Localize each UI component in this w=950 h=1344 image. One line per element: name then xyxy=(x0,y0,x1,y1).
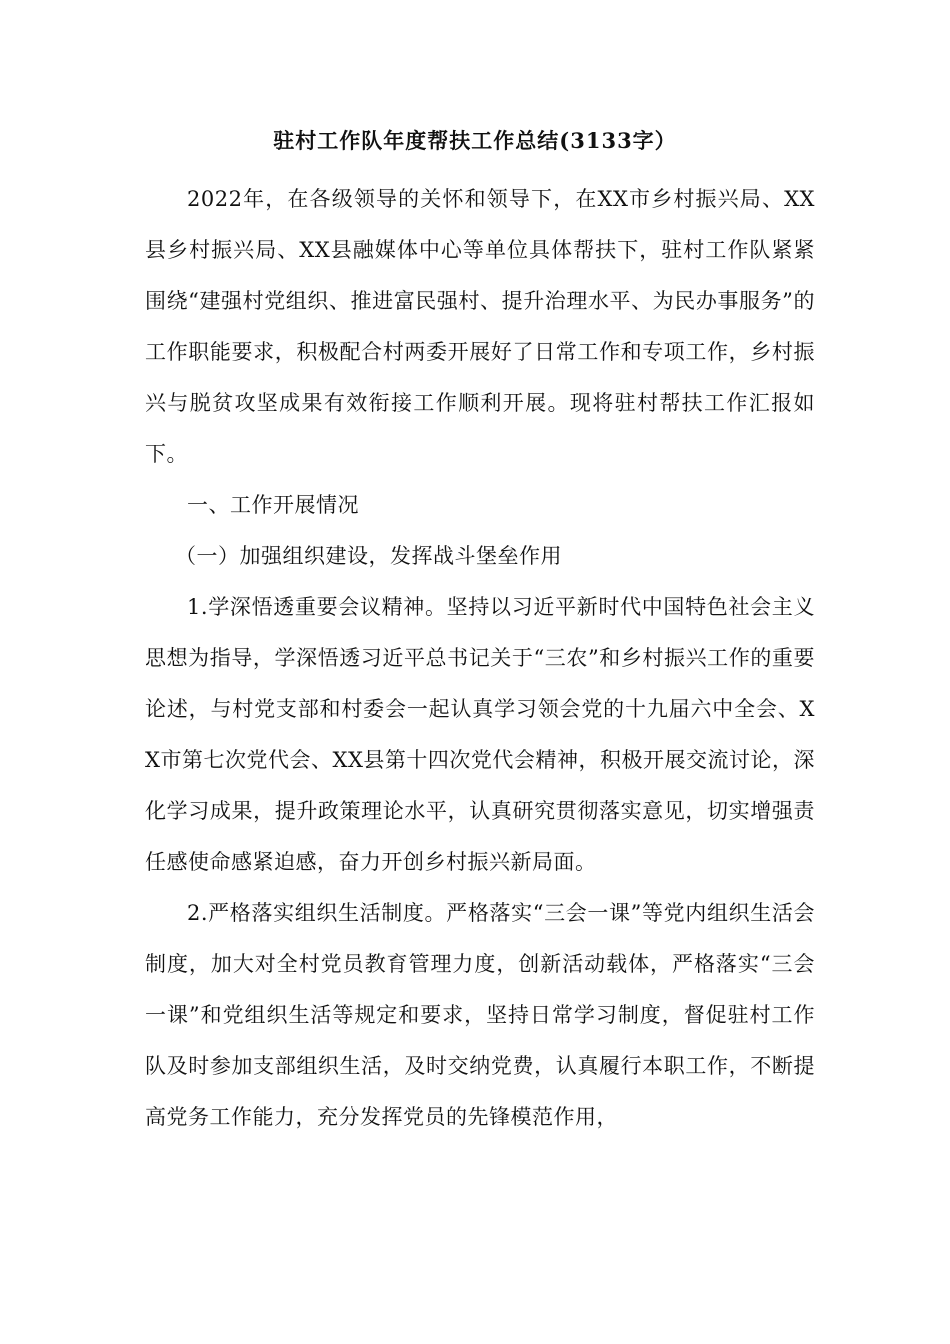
body-paragraph-1: 1.学深悟透重要会议精神。坚持以习近平新时代中国特色社会主义思想为指导，学深悟透习近平总书记关于“三农”和乡村振兴工作的重要论述，与村党支部和村委会一起认真学习领会党的十九届六中全会、XX市第七次党代会、XX县第十四次党代会精神，积极开展交流讨论，深化学习成果，提升政策理论水平，认真研究贯彻落实意见，切实增强责任感使命感紧迫感，奋力开创乡村振兴新局面。 xyxy=(145,595,815,874)
subsection-heading: （一）加强组织建设，发挥战斗堡垒作用 xyxy=(175,544,562,568)
body-paragraph-2: 2.严格落实组织生活制度。严格落实“三会一课”等党内组织生活会制度，加大对全村党员教育管理力度，创新活动载体，严格落实“三会一课”和党组织生活等规定和要求，坚持日常学习制度，督促驻村工作队及时参加支部组织生活，及时交纳党费，认真履行本职工作，不断提高党务工作能力，充分发挥党员的先锋模范作用， xyxy=(145,901,815,1129)
intro-paragraph: 2022年，在各级领导的关怀和领导下，在XX市乡村振兴局、XX县乡村振兴局、XX县融媒体中心等单位具体帮扶下，驻村工作队紧紧围绕“建强村党组织、推进富民强村、提升治理水平、为民办事服务”的工作职能要求，积极配合村两委开展好了日常工作和专项工作，乡村振兴与脱贫攻坚成果有效衔接工作顺利开展。现将驻村帮扶工作汇报如下。 xyxy=(145,187,815,466)
section-heading: 一、工作开展情况 xyxy=(187,493,359,517)
document-title: 驻村工作队年度帮扶工作总结(3133字） xyxy=(273,128,677,153)
document-body xyxy=(145,174,815,1143)
